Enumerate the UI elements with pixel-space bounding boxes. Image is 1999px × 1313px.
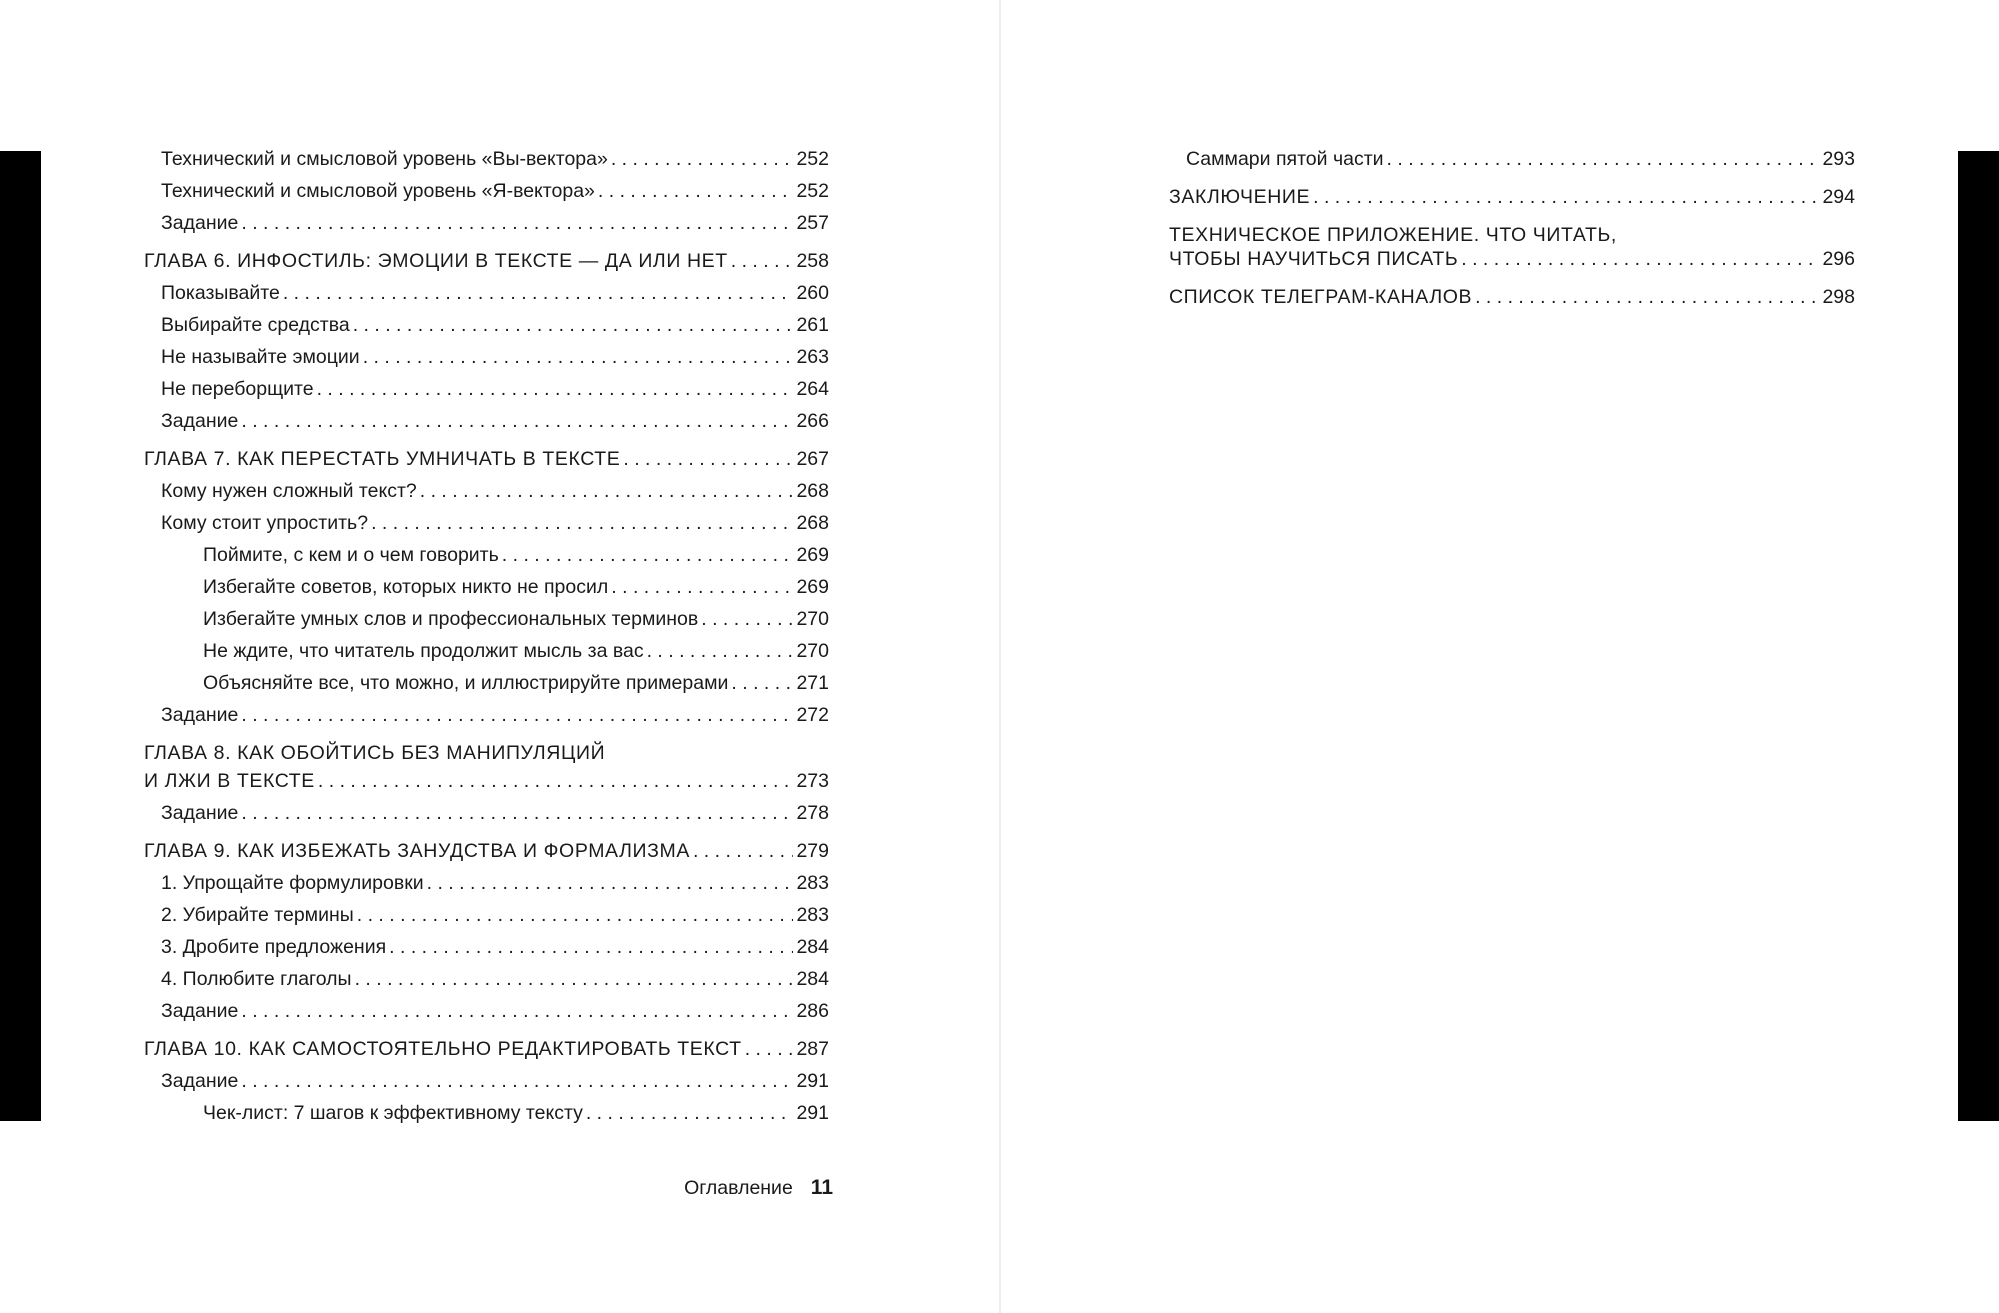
toc-entry-title: Выбирайте средства (161, 314, 350, 336)
toc-entry-page: 291 (796, 1102, 829, 1124)
toc-entry-page: 263 (796, 346, 829, 368)
dot-leader (745, 1036, 794, 1062)
toc-chapter-title: ЗАКЛЮЧЕНИЕ (1169, 186, 1311, 208)
dot-leader (611, 146, 794, 172)
toc-entry (144, 998, 829, 1024)
toc-entry-page: 273 (796, 770, 829, 792)
toc-chapter-title: СПИСОК ТЕЛЕГРАМ-КАНАЛОВ (1169, 286, 1473, 308)
toc-entry-title: Технический и смысловой уровень «Вы-вектора» (161, 148, 608, 170)
toc-entry-page: 283 (796, 872, 829, 894)
toc-entry (144, 478, 829, 504)
toc-chapter-title: ГЛАВА 6. ИНФОСТИЛЬ: ЭМОЦИИ В ТЕКСТЕ — ДА ИЛИ НЕТ (144, 250, 728, 272)
toc-entry (144, 280, 829, 306)
dot-leader (355, 966, 794, 992)
toc-entry (144, 902, 829, 928)
running-footer (684, 1175, 833, 1201)
toc-subentry (144, 574, 829, 600)
toc-entry-page: 294 (1822, 186, 1855, 208)
toc-entry-page: 269 (796, 576, 829, 598)
toc-entry-page: 278 (796, 802, 829, 824)
toc-entry-title: Задание (161, 410, 239, 432)
toc-chapter-title: ГЛАВА 10. КАК САМОСТОЯТЕЛЬНО РЕДАКТИРОВАТЬ ТЕКСТ (144, 1038, 742, 1060)
toc-entry (144, 178, 829, 204)
toc-entry-title: Технический и смысловой уровень «Я-вектора» (161, 180, 595, 202)
toc-entry-page: 264 (796, 378, 829, 400)
toc-chapter-entry (144, 838, 829, 864)
right-page (1001, 0, 1999, 1313)
toc-entry-page: 257 (796, 212, 829, 234)
toc-entry-page: 268 (796, 512, 829, 534)
dot-leader (427, 870, 794, 896)
dot-leader (241, 998, 793, 1024)
toc-entry-page: 293 (1822, 148, 1855, 170)
toc-entry-page: 267 (796, 448, 829, 470)
toc-chapter-entry (1169, 246, 1855, 272)
toc-entry-page: 291 (796, 1070, 829, 1092)
dot-leader (241, 800, 793, 826)
dot-leader (598, 178, 794, 204)
toc-entry-title: Чек-лист: 7 шагов к эффективному тексту (203, 1102, 583, 1124)
toc-entry-page: 272 (796, 704, 829, 726)
toc-subentry (144, 638, 829, 664)
toc-chapter-title: ГЛАВА 9. КАК ИЗБЕЖАТЬ ЗАНУДСТВА И ФОРМАЛИЗМА (144, 840, 690, 862)
toc-entry (144, 146, 829, 172)
thumb-index-bar (1958, 151, 1999, 1121)
toc-subentry (144, 1100, 829, 1126)
dot-leader (241, 702, 793, 728)
toc-entry-title: 4. Полюбите глаголы (161, 968, 352, 990)
page-number: 11 (810, 1176, 833, 1199)
toc-entry-title: 2. Убирайте термины (161, 904, 354, 926)
dot-leader (611, 574, 793, 600)
dot-leader (731, 248, 794, 274)
dot-leader (701, 606, 793, 632)
toc-entry-title: Не называйте эмоции (161, 346, 360, 368)
toc-entry (144, 1068, 829, 1094)
toc-entry-title: Поймите, с кем и о чем говорить (203, 544, 499, 566)
toc-entry-title: Задание (161, 704, 239, 726)
toc-entry-page: 284 (796, 968, 829, 990)
toc-chapter-entry (144, 446, 829, 472)
toc-entry (144, 934, 829, 960)
toc-entry-title: Саммари пятой части (1186, 148, 1384, 170)
dot-leader (1387, 146, 1820, 172)
toc-entry-page: 298 (1822, 286, 1855, 308)
toc-chapter-title-line1: ТЕХНИЧЕСКОЕ ПРИЛОЖЕНИЕ. ЧТО ЧИТАТЬ, (1169, 224, 1617, 246)
toc-entry (1169, 146, 1855, 172)
dot-leader (389, 934, 793, 960)
toc-subentry (144, 542, 829, 568)
toc-chapter-title: ЧТОБЫ НАУЧИТЬСЯ ПИСАТЬ (1169, 248, 1459, 270)
toc-entry-page: 296 (1822, 248, 1855, 270)
dot-leader (241, 210, 793, 236)
toc-chapter-entry (144, 768, 829, 794)
toc-entry-title: Показывайте (161, 282, 280, 304)
toc-chapter-title: И ЛЖИ В ТЕКСТЕ (144, 770, 315, 792)
toc-entry-page: 286 (796, 1000, 829, 1022)
toc-chapter-entry (144, 248, 829, 274)
toc-entry-title: Не переборщите (161, 378, 314, 400)
toc-entry-page: 283 (796, 904, 829, 926)
dot-leader (317, 376, 794, 402)
toc-entry-title: Задание (161, 1070, 239, 1092)
toc-entry (144, 870, 829, 896)
toc-entry (144, 344, 829, 370)
thumb-index-bar (0, 151, 41, 1121)
toc-entry-page: 261 (796, 314, 829, 336)
toc-entry-title: 3. Дробите предложения (161, 936, 387, 958)
toc-chapter-title: ГЛАВА 7. КАК ПЕРЕСТАТЬ УМНИЧАТЬ В ТЕКСТЕ (144, 448, 621, 470)
dot-leader (1313, 184, 1819, 210)
dot-leader (647, 638, 794, 664)
toc-chapter-entry (1169, 284, 1855, 310)
toc-entry (144, 376, 829, 402)
toc-entry-page: 252 (796, 180, 829, 202)
dot-leader (502, 542, 794, 568)
toc-entry-page: 258 (796, 250, 829, 272)
toc-entry-page: 260 (796, 282, 829, 304)
dot-leader (586, 1100, 794, 1126)
footer-section-label: Оглавление (684, 1177, 793, 1199)
dot-leader (1475, 284, 1819, 310)
toc-entry-title: Кому стоит упростить? (161, 512, 369, 534)
toc-entry-page: 287 (796, 1038, 829, 1060)
toc-subentry (144, 670, 829, 696)
dot-leader (363, 344, 794, 370)
toc-entry-page: 271 (796, 672, 829, 694)
dot-leader (241, 1068, 793, 1094)
toc-entry (144, 408, 829, 434)
dot-leader (1461, 246, 1819, 272)
toc-entry-page: 270 (796, 640, 829, 662)
toc-subentry (144, 606, 829, 632)
toc-entry-title: Кому нужен сложный текст? (161, 480, 417, 502)
toc-entry-title: Задание (161, 1000, 239, 1022)
toc-entry-page: 266 (796, 410, 829, 432)
toc-entry (144, 312, 829, 338)
dot-leader (283, 280, 794, 306)
dot-leader (353, 312, 794, 338)
dot-leader (241, 408, 793, 434)
dot-leader (371, 510, 793, 536)
toc-chapter-entry (144, 1036, 829, 1062)
dot-leader (623, 446, 793, 472)
toc-entry-page: 269 (796, 544, 829, 566)
toc-chapter-title-line1: ГЛАВА 8. КАК ОБОЙТИСЬ БЕЗ МАНИПУЛЯЦИЙ (144, 742, 606, 764)
toc-entry-title: Задание (161, 802, 239, 824)
toc-chapter-entry (1169, 184, 1855, 210)
toc-entry-page: 284 (796, 936, 829, 958)
toc-entry-title: Задание (161, 212, 239, 234)
toc-entry-title: 1. Упрощайте формулировки (161, 872, 424, 894)
toc-entry-page: 252 (796, 148, 829, 170)
toc-entry (144, 966, 829, 992)
dot-leader (731, 670, 793, 696)
toc-entry-page: 268 (796, 480, 829, 502)
toc-entry (144, 210, 829, 236)
toc-entry (144, 702, 829, 728)
toc-entry (144, 800, 829, 826)
dot-leader (318, 768, 794, 794)
dot-leader (693, 838, 794, 864)
dot-leader (357, 902, 794, 928)
toc-entry-title: Объясняйте все, что можно, и иллюстрируйте примерами (203, 672, 729, 694)
toc-entry-title: Избегайте советов, которых никто не просил (203, 576, 609, 598)
toc-entry-title: Не ждите, что читатель продолжит мысль за вас (203, 640, 644, 662)
toc-entry-page: 279 (796, 840, 829, 862)
toc-entry-page: 270 (796, 608, 829, 630)
toc-entry (144, 510, 829, 536)
dot-leader (420, 478, 794, 504)
toc-entry-title: Избегайте умных слов и профессиональных терминов (203, 608, 699, 630)
